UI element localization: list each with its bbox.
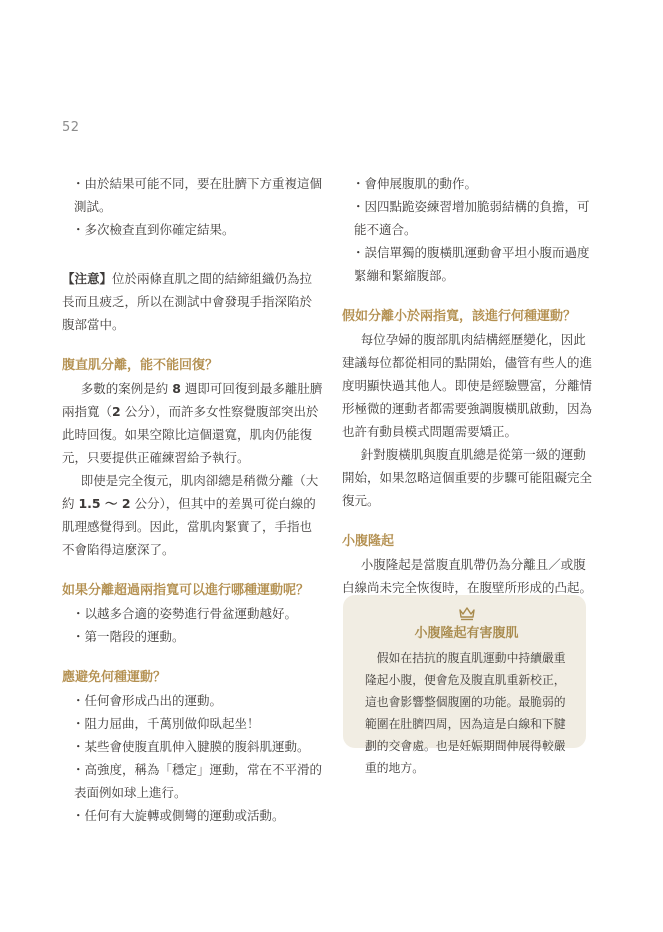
doming-paragraph: 小腹隆起是當腹直肌帶仍為分離且／或腹白線尚未完全恢復時，在腹壁所形成的凸起。 — [342, 557, 593, 595]
list-item: ・ 誤信單獨的腹橫肌運動會平坦小腹而過度緊繃和緊縮腹部。 — [342, 241, 594, 287]
recovery-paragraph-2: 即使是完全復元，肌肉卻總是稍微分離（大約 1.5 ～ 2 公分），但其中的差異可從白線的肌理感覺得到。因此，當肌肉緊實了，手指也不會陷得這麼深了。 — [62, 473, 319, 557]
list-item: ・ 高強度，稱為「穩定」運動，常在不平滑的表面例如球上進行。 — [62, 758, 324, 804]
list-item: ・ 多次檢查直到你確定結果。 — [62, 218, 324, 241]
list-item: ・ 某些會使腹直肌伸入腱膜的腹斜肌運動。 — [62, 735, 324, 758]
list-item: ・ 第一階段的運動。 — [62, 625, 324, 648]
right-column — [342, 172, 594, 599]
section-heading-doming: 小腹隆起 — [342, 534, 395, 549]
callout-text: 假如在拮抗的腹直肌運動中持續嚴重隆起小腹，便會危及腹直肌重新校正，這也會影響整個腹圍的功能。最脆弱的範圍在肚臍四周，因為這是白線和下腱劃的交會處。也是妊娠期間伸展得較嚴重的地方。 — [365, 651, 566, 775]
list-item: ・ 以越多合適的姿勢進行骨盆運動越好。 — [62, 602, 324, 625]
list-item: ・ 任何有大旋轉或側彎的運動或活動。 — [62, 804, 324, 827]
section-heading-narrow-separation: 假如分離小於兩指寬，該進行何種運動？ — [342, 309, 577, 324]
left-column — [62, 172, 324, 827]
note-text: 位於兩條直肌之間的結締組織仍為拉長而且疲乏，所以在測試中會發現手指深陷於腹部當中。 — [62, 271, 313, 332]
list-item: ・ 會伸展腹肌的動作。 — [342, 172, 594, 195]
list-item: ・ 任何會形成凸出的運動。 — [62, 689, 324, 712]
section-heading-recovery: 腹直肌分離，能不能回復？ — [62, 358, 219, 373]
list-item: ・ 阻力屈曲，千萬別做仰臥起坐！ — [62, 712, 324, 735]
narrow-paragraph-2: 針對腹橫肌與腹直肌總是從第一級的運動開始，如果忽略這個重要的步驟可能阻礙完全復元。 — [342, 447, 593, 508]
section-heading-wide-separation: 如果分離超過兩指寬可以進行哪種運動呢？ — [62, 583, 310, 598]
crown-icon — [457, 605, 477, 621]
list-item: ・ 由於結果可能不同，要在肚臍下方重複這個測試。 — [62, 172, 324, 218]
note-tag: 【注意】 — [62, 271, 113, 286]
callout-box — [343, 595, 586, 775]
note-paragraph — [62, 267, 324, 336]
callout-title: 小腹隆起有害腹肌 — [414, 626, 519, 641]
list-item: ・ 因四點跪姿練習增加脆弱結構的負擔，可能不適合。 — [342, 195, 594, 241]
recovery-paragraph-1: 多數的案例是約 8 週即可回復到最多離肚臍兩指寬（2 公分），而許多女性察覺腹部突出於此時回復。如果空隙比這個還寬，肌肉仍能復元，只要提供正確練習給予執行。 — [62, 381, 323, 465]
narrow-paragraph-1: 每位孕婦的腹部肌肉結構經歷變化，因此建議每位都從相同的點開始，儘管有些人的進度明顯快過其他人。即使是經驗豐富，分離情形極微的運動者都需要強調腹橫肌啟動，因為也許有動員模式問題需要矯正。 — [342, 332, 593, 439]
section-heading-avoid: 應避免何種運動？ — [62, 670, 167, 685]
page-number: 52 — [62, 120, 80, 135]
